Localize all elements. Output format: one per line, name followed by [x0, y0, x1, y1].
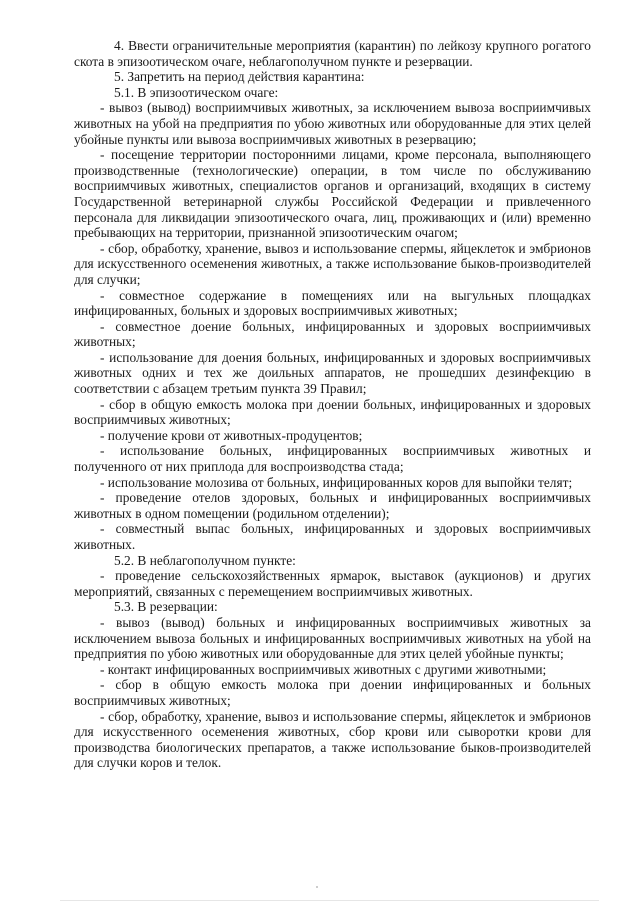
list-item: - контакт инфицированных восприимчивых животных с другими животными;	[100, 661, 547, 677]
scan-speck	[316, 886, 318, 888]
paragraph-4-quarantine-intro: 4. Ввести ограничительные мероприятия (карантин) по лейкозу крупного рогатого скота в эпизоотическом очаге, неблагополучном пункте и резервации.	[74, 38, 591, 69]
list-item: - сбор, обработку, хранение, вывоз и использование спермы, яйцеклеток и эмбрионов для искусственного осеменения животных, а также использование быков-производителей для случки;	[74, 240, 591, 287]
scan-edge-line	[60, 900, 599, 901]
list-item: - вывоз (вывод) восприимчивых животных, за исключением вывоза восприимчивых животных на убой на предприятия по убою животных или оборудованные для этих целей убойные пункты или вывоза восприимчивых животных в резервацию;	[74, 100, 591, 147]
paragraph-5-prohibit: 5. Запретить на период действия карантина:	[114, 69, 365, 85]
document-page	[74, 38, 591, 771]
list-item: - совместное содержание в помещениях или на выгульных площадках инфицированных, больных и здоровых восприимчивых животных;	[74, 287, 591, 319]
list-item: - использование для доения больных, инфицированных и здоровых восприимчивых животных одних и тех же доильных аппаратов, не прошедших дезинфекцию в соответствии с абзацем третьим пункта 39 Правил;	[74, 349, 591, 397]
list-item: - сбор в общую емкость молока при доении инфицированных и больных восприимчивых животных;	[74, 677, 591, 708]
list-item: - совместное доение больных, инфицированных и здоровых восприимчивых животных;	[74, 318, 591, 350]
list-item: - вывоз (вывод) больных и инфицированных восприимчивых животных за исключением вывоза больных и инфицированных восприимчивых животных на убой на предприятия по убою животных или оборудованные для этих целей убойные пункты;	[74, 614, 591, 662]
list-item: - использование больных, инфицированных восприимчивых животных и полученного от них приплода для воспроизводства стада;	[74, 443, 591, 475]
list-item: - использование молозива от больных, инфицированных коров для выпойки телят;	[100, 474, 573, 490]
list-item: - совместный выпас больных, инфицированных и здоровых восприимчивых животных.	[74, 521, 591, 552]
list-item: - сбор, обработку, хранение, вывоз и использование спермы, яйцеклеток и эмбрионов для искусственного осеменения животных, сбор крови или сыворотки крови для производства биологических препаратов, а также использование быков-производителей для случки коров и телок.	[74, 708, 591, 771]
list-item: - получение крови от животных-продуцентов;	[100, 427, 363, 443]
list-item: - проведение сельскохозяйственных ярмарок, выставок (аукционов) и других мероприятий, связанных с перемещением восприимчивых животных.	[74, 568, 591, 599]
section-5-3-heading: 5.3. В резервации:	[114, 599, 218, 615]
section-5-1-heading: 5.1. В эпизоотическом очаге:	[114, 84, 279, 100]
list-item: - сбор в общую емкость молока при доении больных, инфицированных и здоровых восприимчивых животных;	[74, 396, 591, 428]
section-5-2-heading: 5.2. В неблагополучном пункте:	[114, 552, 296, 568]
list-item: - посещение территории посторонними лицами, кроме персонала, выполняющего производственные (технологические) операции, в том числе по обслуживанию восприимчивых животных, специалистов органов и организаций, входящих в систему Государственной ветеринарной службы Российской Федерации и привлеченного персонала для ликвидации эпизоотического очага, лиц, проживающих и (или) временно пребывающих на территории, признанной эпизоотическим очагом;	[74, 147, 591, 241]
list-item: - проведение отелов здоровых, больных и инфицированных восприимчивых животных в одном помещении (родильном отделении);	[74, 490, 591, 521]
